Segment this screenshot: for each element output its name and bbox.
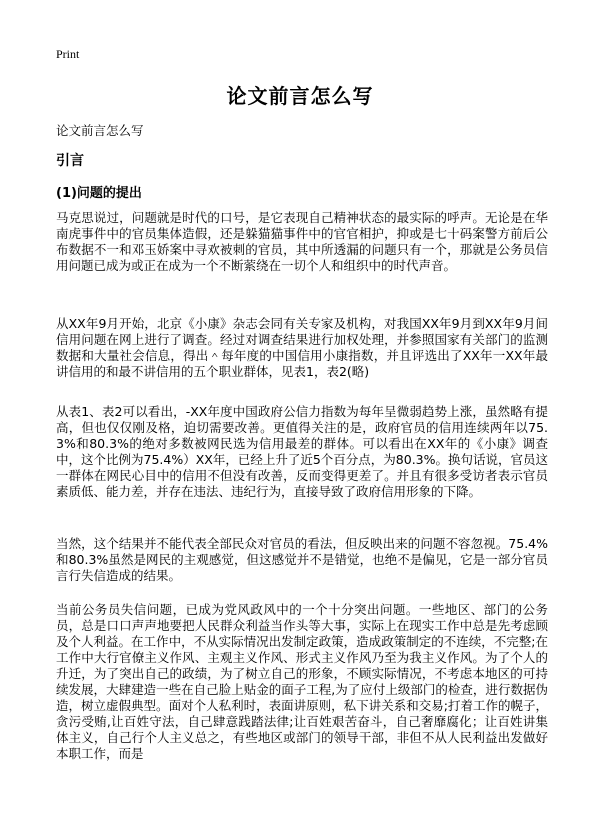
- paragraph-1: 马克思说过，问题就是时代的口号，是它表现自己精神状态的最实际的呼声。无论是在华南虎事件中的官员集体造假，还是躲猫猫事件中的官官相护，抑或是七十码案警方前后公布数据不一和邓玉娇案中寻欢被刺的官员，其中所透漏的问题只有一个，那就是公务员信用问题已成为或正在成为一个不断萦绕在一切个人和组织中的时代声音。: [56, 210, 548, 273]
- section-heading-intro: 引言: [56, 153, 84, 169]
- subsection-heading-problem: (1)问题的提出: [56, 186, 142, 201]
- document-title: 论文前言怎么写: [226, 84, 374, 108]
- print-link[interactable]: Print: [56, 47, 80, 61]
- paragraph-5: 当前公务员失信问题，已成为党风政风中的一个十分突出问题。一些地区、部门的公务员，总是口口声声地要把人民群众利益当作头等大事，实际上在现实工作中总是先考虑顾及个人利益。在工作中，不从实际情况出发制定政策，造成政策制定的不连续，不完整;在工作中大行官僚主义作风、主观主义作风、形式主义作风乃至为我主义作风。为了个人的升迁，为了突出自己的政绩，为了树立自己的形象，不顾实际情况，不考虑本地区的可持续发展，大肆建造一些在自己脸上贴金的面子工程,为了应付上级部门的检查，进行数据伪造，树立虚假典型。面对个人私利时，表面讲原则，私下讲关系和交易;打着工作的幌子，贪污受贿,让百姓守法，自己肆意践踏法律;让百姓艰苦奋斗，自己奢靡腐化；让百姓讲集体主义，自己行个人主义总之，有些地区或部门的领导干部，非但不从人民利益出发做好本职工作，而是: [56, 602, 548, 761]
- paragraph-2: 从XX年9月开始，北京《小康》杂志会同有关专家及机构，对我国XX年9月到XX年9月间信用问题在网上进行了调查。经过对调查结果进行加权处理，并参照国家有关部门的监测数据和大量社会信息，得出＾每年度的中国信用小康指数，并且评选出了XX年一XX年最讲信用的和最不讲信用的五个职业群体，见表1，表2(略): [56, 316, 548, 379]
- paragraph-3: 从表1、表2可以看出，-XX年度中国政府公信力指数为每年呈微弱趋势上涨，虽然略有提高，但也仅仅刚及格，迫切需要改善。更值得关注的是，政府官员的信用连续两年以75.3%和80.3%的绝对多数被网民选为信用最差的群体。可以看出在XX年的《小康》调查中，这个比例为75.4%）XX年，已经上升了近5个百分点，为80.3%。换句话说，官员这一群体在网民心目中的信用不但没有改善，反而变得更差了。并且有很多受访者表示官员素质低、能力差，并存在违法、违纪行为，直接导致了政府信用形象的下降。: [56, 404, 548, 499]
- paragraph-4: 当然，这个结果并不能代表全部民众对官员的看法，但反映出来的问题不容忽视。75.4%和80.3%虽然是网民的主观感觉，但这感觉并不是错觉，也绝不是偏见，它是一部分官员言行失信造成的结果。: [56, 536, 548, 583]
- document-subtitle: 论文前言怎么写: [56, 123, 144, 138]
